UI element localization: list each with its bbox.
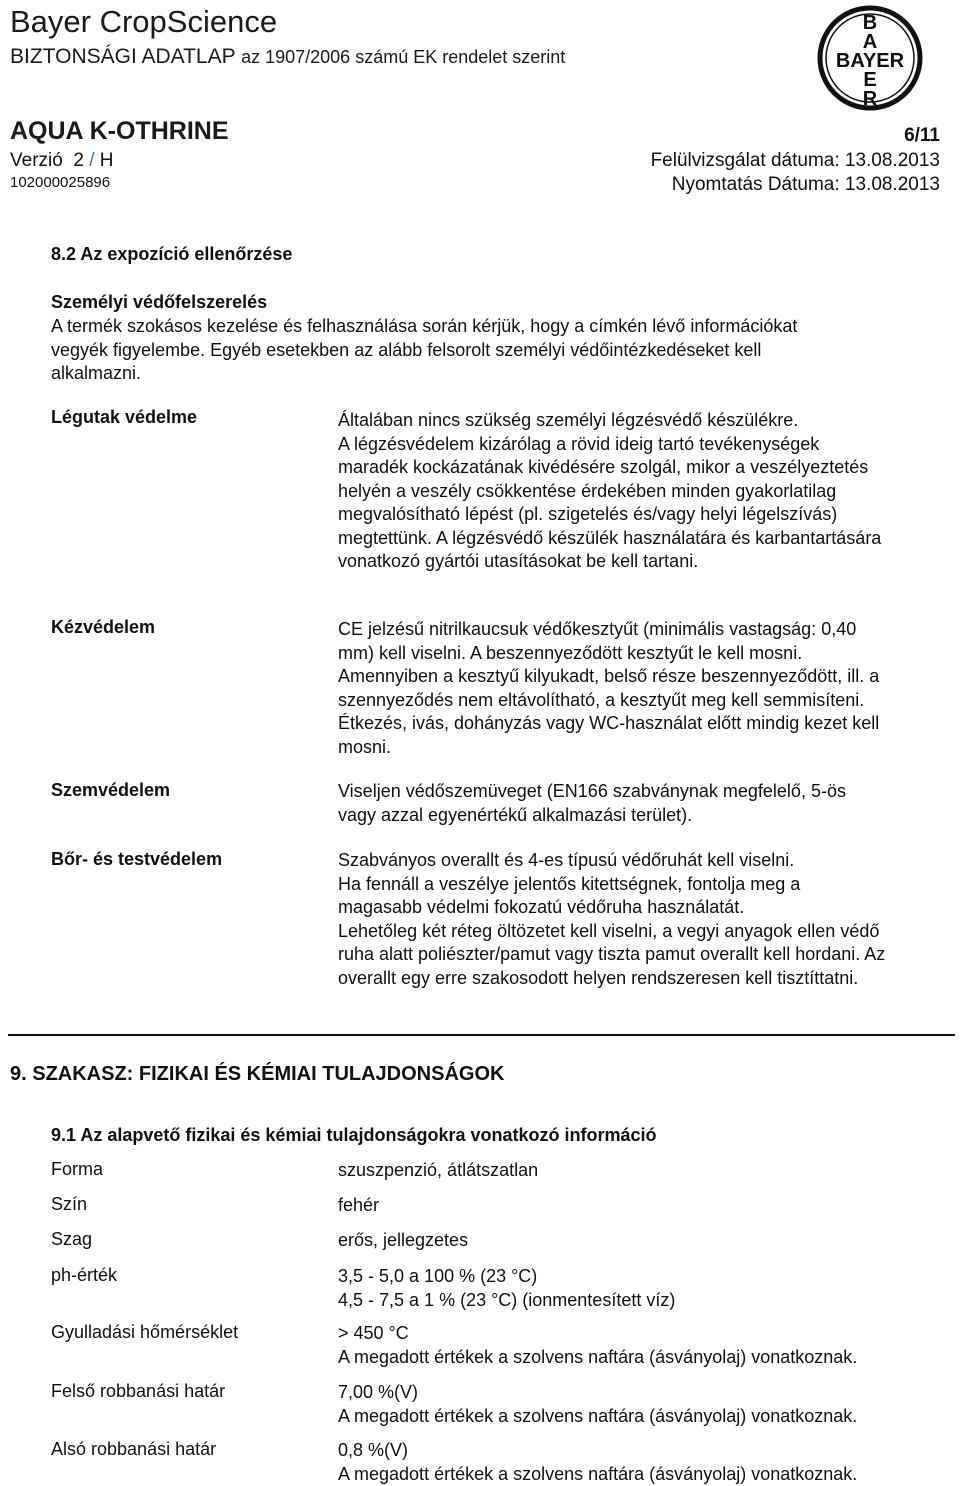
- respiratory-text: Általában nincs szükség személyi légzésvédő készülékre. A légzésvédelem kizárólag a rövid ideig tartó tevékenységek maradék kockázatának kivédésére szolgál, mikor a veszélyeztetés helyén a veszély csökkentése érdekében minden gyakorlatilag megvalósítható lépést (pl. szigetelés és/vagy helyi légelszívás) megtettünk. A légzésvédő készülék használatára és karbantartására vonatkozó gyártói utasításokat be kell tartani.: [338, 410, 882, 571]
- eye-protection-label: Szemvédelem: [51, 780, 171, 800]
- prop-value-ignition: > 450 °C A megadott értékek a szolvens naftára (ásványolaj) vonatkoznak.: [338, 1323, 858, 1367]
- document-title: [10, 45, 565, 69]
- version-separator: /: [89, 150, 95, 171]
- hand-protection-text: CE jelzésű nitrilkaucsuk védőkesztyűt (minimális vastagság: 0,40 mm) kell viselni. A beszennyeződött kesztyűt le kell mosni. Amennyiben a kesztyű kilyukadt, belső része beszennyeződött, ill. a szennyeződés nem eltávolítható, a kesztyűt meg kell semmisíteni. Étkezés, ivás, dohányzás vagy WC-használat előtt mindig kezet kell mosni.: [338, 619, 880, 757]
- prop-label-ignition: Gyulladási hőmérséklet: [51, 1322, 239, 1342]
- section-9-1-title: 9.1 Az alapvető fizikai és kémiai tulajdonságokra vonatkozó információ: [51, 1125, 657, 1145]
- section-9-title: 9. SZAKASZ: FIZIKAI ÉS KÉMIAI TULAJDONSÁGOK: [10, 1063, 505, 1085]
- prop-label-upper-explosion: Felső robbanási határ: [51, 1381, 226, 1401]
- hand-protection-label: Kézvédelem: [51, 617, 156, 637]
- prop-value-upper-explosion: 7,00 %(V) A megadott értékek a szolvens naftára (ásványolaj) vonatkoznak.: [338, 1382, 858, 1426]
- version-info: [10, 150, 114, 172]
- prop-label-odor: Szag: [51, 1229, 93, 1249]
- page-number: 6/11: [904, 125, 940, 146]
- document-number: 102000025896: [10, 174, 111, 191]
- prop-label-color: Szín: [51, 1194, 88, 1214]
- ppe-intro: A termék szokásos kezelése és felhasználása során kérjük, hogy a címkén lévő információkat vegyék figyelembe. Egyéb esetekben az alább felsorolt személyi védőintézkedéseket kell alkalmazni.: [51, 316, 798, 383]
- prop-value-odor: erős, jellegzetes: [338, 1230, 469, 1250]
- logo-word-bayer: BAYER: [835, 50, 905, 72]
- ppe-title: Személyi védőfelszerelés: [51, 292, 268, 312]
- logo-letter-r: R: [862, 88, 878, 110]
- prop-value-color: fehér: [338, 1195, 380, 1215]
- doc-title: BIZTONSÁGI ADATLAP: [10, 45, 236, 68]
- revision-date: Felülvizsgálat dátuma: 13.08.2013: [650, 150, 940, 171]
- prop-label-ph: ph-érték: [51, 1265, 118, 1285]
- prop-value-ph: 3,5 - 5,0 a 100 % (23 °C) 4,5 - 7,5 a 1 % (23 °C) (ionmentesített víz): [338, 1266, 676, 1310]
- logo-letter-e: E: [863, 69, 877, 91]
- company-name: Bayer CropScience: [10, 4, 278, 39]
- skin-protection-text: Szabványos overallt és 4-es típusú védőruhát kell viselni. Ha fennáll a veszélye jelentős kitettségnek, fontolja meg a magasabb védelmi fokozatú védőruha használatát. Lehetőleg két réteg öltözetet kell viselni, a vegyi anyagok ellen védő ruha alatt poliészter/pamut vagy tiszta pamut overallt kell hordani. Az overallt egy erre szakosodott helyen rendszeresen kell tisztíttatni.: [338, 850, 886, 988]
- eye-protection-text: Viseljen védőszemüveget (EN166 szabványnak megfelelő, 5-ös vagy azzal egyenértékű alkalmazási terület).: [338, 781, 846, 825]
- logo-letter-b: B: [862, 12, 878, 34]
- version-number: 2: [73, 150, 84, 171]
- regulation-text: az 1907/2006 számú EK rendelet szerint: [241, 47, 566, 67]
- prop-label-form: Forma: [51, 1159, 104, 1179]
- bayer-cross-logo: [815, 3, 925, 113]
- skin-protection-label: Bőr- és testvédelem: [51, 849, 223, 869]
- logo-letter-a: A: [862, 31, 878, 53]
- version-language: H: [99, 150, 114, 171]
- section-8-2-title: 8.2 Az expozíció ellenőrzése: [51, 244, 293, 264]
- print-date: Nyomtatás Dátuma: 13.08.2013: [671, 174, 940, 195]
- prop-label-lower-explosion: Alsó robbanási határ: [51, 1439, 217, 1459]
- version-label: Verzió: [10, 150, 63, 171]
- section-divider: [8, 1034, 955, 1036]
- product-name: AQUA K-OTHRINE: [10, 117, 229, 145]
- respiratory-label: Légutak védelme: [51, 407, 198, 427]
- prop-value-form: szuszpenzió, átlátszatlan: [338, 1160, 539, 1180]
- prop-value-lower-explosion: 0,8 %(V) A megadott értékek a szolvens naftára (ásványolaj) vonatkoznak.: [338, 1440, 858, 1484]
